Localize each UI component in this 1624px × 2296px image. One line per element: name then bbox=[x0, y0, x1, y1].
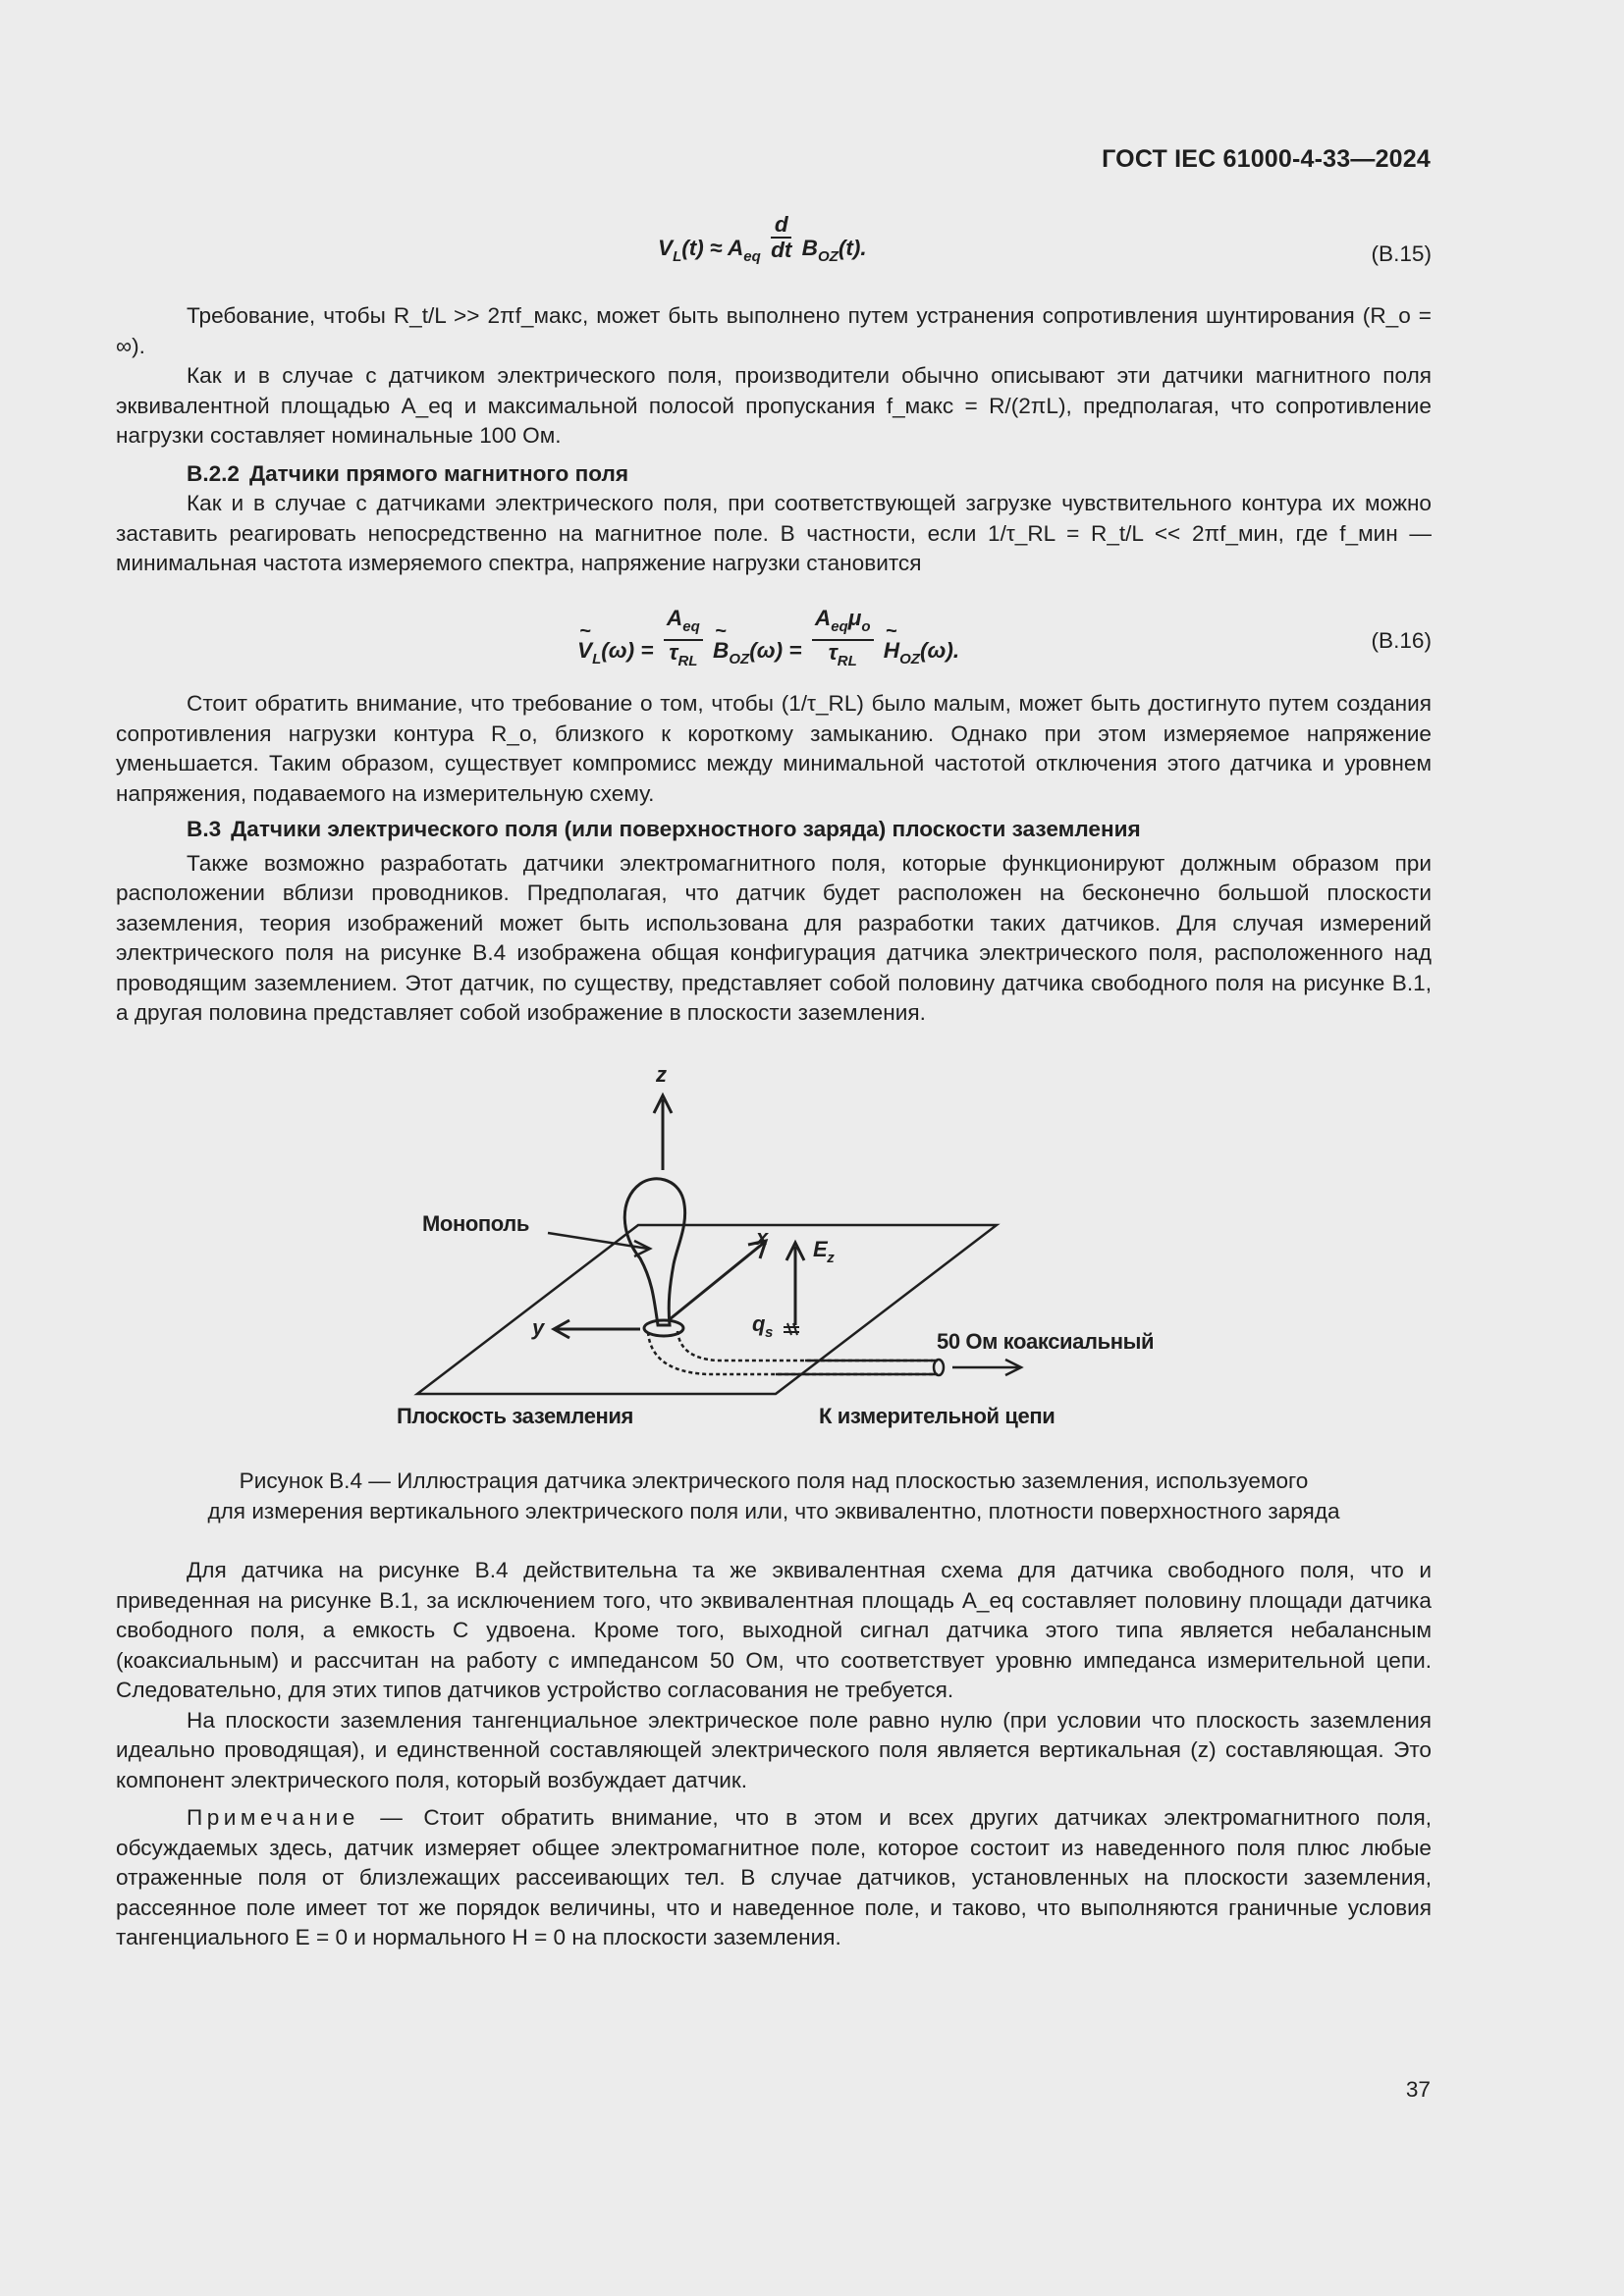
paragraph: На плоскости заземления тангенциальное электрическое поле равно нулю (при условии что плоскость заземления идеально проводящая), и единственной составляющей электрического поля является вертикальная (z) составляющая. Это компонент электрического поля, который возбуждает датчик. bbox=[116, 1707, 1432, 1792]
surface-charge-mark bbox=[784, 1323, 799, 1335]
coax-cable-buried bbox=[648, 1332, 933, 1374]
paragraph: Для датчика на рисунке B.4 действительна та же эквивалентная схема для датчика свободного поля, что и приведенная на рисунке B.1, за исключением того, что эквивалентная площадь A_eq составляет половину площади датчика свободного поля, а емкость C удвоена. Кроме того, выходной сигнал датчика этого типа является небалансным (коаксиальным) и рассчитан на работу с импедансом 50 Ом, что соответствует уровню импеданса измерительной цепи. Следовательно, для этих типов датчиков устройство согласования не требуется. bbox=[116, 1558, 1432, 1702]
paragraph: Требование, чтобы R_t/L >> 2πf_макс, может быть выполнено путем устранения сопротивления шунтирования (R_o = ∞). bbox=[116, 303, 1432, 358]
qs-label: $q_s$ bbox=[752, 1311, 773, 1341]
monopole-label: Монополь bbox=[422, 1211, 529, 1236]
ez-label: $E_z$ bbox=[813, 1237, 835, 1266]
note bbox=[116, 1803, 1432, 1953]
paragraph: Также возможно разработать датчики электромагнитного поля, которые функционируют должным образом при расположении вблизи проводников. Предполагая, что датчик будет расположен на бесконечно большой плоскости заземления, теория изображений может быть использована для разработки таких датчиков. Для случая измерений электрического поля на рисунке B.4 изображена общая конфигурация датчика электрического поля, расположенного над проводящим заземлением. Этот датчик, по существу, представляет собой половину датчика свободного поля на рисунке B.1, а другая половина представляет собой изображение в плоскости заземления. bbox=[116, 850, 1432, 1025]
ground-plane-label: Плоскость заземления bbox=[397, 1404, 633, 1428]
paragraph: Как и в случае с датчиком электрического поля, производители обычно описывают эти датчики магнитного поля эквивалентной площадью A_eq и максимальной полосой пропускания f_макс = R/(2πL), предполагая, что сопротивление нагрузки составляет номинальные 100 Ом. bbox=[116, 363, 1432, 448]
axis-x-label: x bbox=[756, 1225, 768, 1250]
paragraph: Как и в случае с датчиками электрического поля, при соответствующей загрузке чувствительного контура их можно заставить реагировать непосредственно на магнитное поле. В частности, если 1/τ_RL = R_t/L << 2πf_мин, где f_мин — минимальная частота измеряемого спектра, напряжение нагрузки становится bbox=[116, 491, 1432, 575]
note-lead: Примечание — bbox=[187, 1805, 407, 1830]
caption-line: Рисунок B.4 — Иллюстрация датчика электрического поля над плоскостью заземления, используемого bbox=[239, 1468, 1309, 1493]
axis-z-label: z bbox=[656, 1062, 667, 1087]
section-heading-b3: B.3 Датчики электрического поля (или поверхностного заряда) плоскости заземления bbox=[187, 817, 1141, 841]
section-heading-b22: B.2.2 Датчики прямого магнитного поля bbox=[187, 460, 629, 486]
ground-plane-outline bbox=[417, 1225, 997, 1394]
text-block-bottom bbox=[116, 1556, 1432, 1953]
caption-line: для измерения вертикального электрического поля или, что эквивалентно, плотности поверхностного заряда bbox=[207, 1498, 1340, 1523]
x-axis bbox=[670, 1243, 764, 1319]
paragraph: Стоит обратить внимание, что требование о том, чтобы (1/τ_RL) было малым, может быть достигнуто путем создания сопротивления нагрузки контура R_o, близкого к короткому замыканию. Однако при этом измеряемое напряжение уменьшается. Таким образом, существует компромисс между минимальной частотой отключения этого датчика и уровнем напряжения, подаваемого на измерительную схему. bbox=[116, 691, 1432, 806]
derivative-fraction: $\frac{d}{dt}$ bbox=[771, 212, 792, 263]
figure-caption bbox=[116, 1467, 1432, 1526]
measuring-circuit-label: К измерительной цепи bbox=[819, 1404, 1056, 1428]
formula-b16: ~ $V_L(\omega)$ = $\frac{A_{eq}}{\tau_{RL}}$ ~ $B_{OZ}(\omega)$ = $\frac{A_{eq}\mu_o}{\tau_{RL}}$ ~ $H_{OZ}(\omega)$. (B.16) bbox=[116, 609, 1432, 677]
note-text: Стоит обратить внимание, что в этом и всех других датчиках электромагнитного поля, обсуждаемых здесь, датчик измеряет общее электромагнитное поле, которое состоит из наведенного поля плюс любые отраженные поля от близлежащих рассеивающих тел. В случае датчиков, установленных на плоскости заземления, рассеянное поле имеет тот же порядок величины, что и наведенное поле, и таково, что выполняются граничные условия тангенциального E = 0 и нормального H = 0 на плоскости заземления. bbox=[116, 1805, 1432, 1949]
axis-y-label: y bbox=[532, 1315, 544, 1340]
standard-designation: ГОСТ IEC 61000-4-33—2024 bbox=[1102, 145, 1431, 173]
monopole-body bbox=[624, 1179, 684, 1325]
equation-number: (B.16) bbox=[1371, 628, 1432, 653]
figure-b4-diagram bbox=[383, 1062, 1188, 1445]
text-block-top bbox=[116, 301, 1432, 579]
monopole-pointer bbox=[548, 1233, 648, 1249]
page-number: 37 bbox=[1405, 2077, 1431, 2102]
coax-label: 50 Ом коаксиальный bbox=[937, 1329, 1155, 1354]
equation-number: (B.15) bbox=[1371, 241, 1432, 266]
ground-plane-sensor-drawing bbox=[383, 1062, 1188, 1445]
formula-b15: $V_L(t) \approx A_{eq}$ $\frac{d}{dt}$ $B_{OZ}(t)$. (B.15) bbox=[658, 212, 1432, 266]
text-block-middle bbox=[116, 689, 1432, 1029]
